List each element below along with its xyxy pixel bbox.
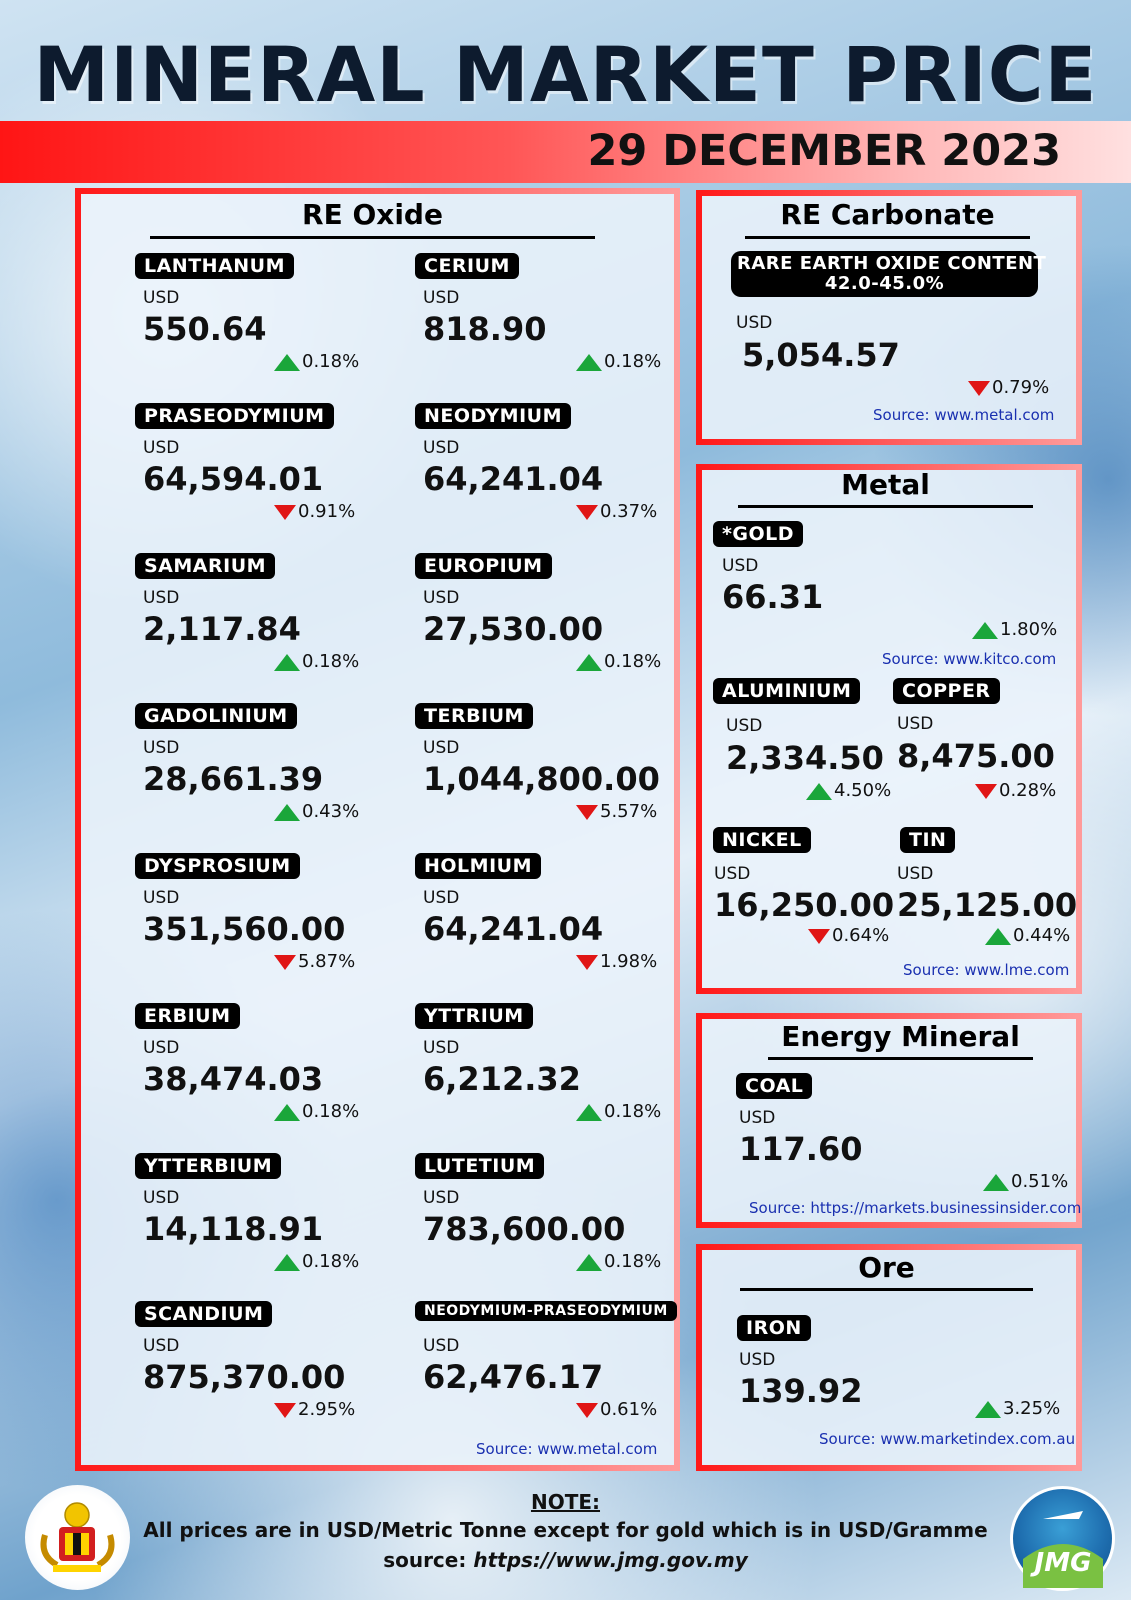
samarium-price: 2,117.84 — [143, 610, 301, 648]
tin-label: TIN — [900, 827, 955, 853]
lutetium-change — [576, 1251, 661, 1272]
lutetium-label: LUTETIUM — [415, 1153, 544, 1179]
neodymium-praseodymium-price: 62,476.17 — [423, 1358, 604, 1396]
gadolinium-label: GADOLINIUM — [135, 703, 297, 729]
currency-label: USD — [143, 1336, 180, 1356]
report-date: 29 DECEMBER 2023 — [587, 126, 1061, 176]
yttrium-price: 6,212.32 — [423, 1060, 581, 1098]
jmg-logo-icon — [1010, 1486, 1115, 1591]
metal-title-underline — [738, 505, 1033, 508]
neodymium-praseodymium-change — [576, 1399, 657, 1420]
copper-label: COPPER — [893, 678, 1000, 704]
up-arrow-icon — [274, 654, 300, 671]
holmium-label: HOLMIUM — [415, 853, 541, 879]
aluminium-change — [806, 780, 891, 801]
aluminium-label: ALUMINIUM — [713, 678, 860, 704]
cerium-label: CERIUM — [415, 253, 519, 279]
up-arrow-icon — [274, 1104, 300, 1121]
currency-label: USD — [736, 313, 773, 333]
currency-label: USD — [423, 1038, 460, 1058]
label-line-1: RARE EARTH OXIDE CONTENT — [737, 253, 1047, 274]
currency-label: USD — [897, 714, 934, 734]
nickel-price: 16,250.00 — [714, 886, 895, 924]
nickel-label: NICKEL — [713, 827, 811, 853]
up-arrow-icon — [972, 622, 998, 639]
samarium-label: SAMARIUM — [135, 553, 275, 579]
erbium-price: 38,474.03 — [143, 1060, 324, 1098]
change-value: 0.64% — [832, 925, 890, 946]
currency-label: USD — [739, 1350, 776, 1370]
coal-price: 117.60 — [739, 1130, 863, 1168]
jmg-logo-text: JMG — [1034, 1548, 1092, 1578]
change-value: 5.87% — [298, 951, 356, 972]
nickel-change — [808, 925, 889, 946]
europium-change — [576, 651, 661, 672]
change-value: 0.18% — [302, 651, 360, 672]
currency-label: USD — [143, 888, 180, 908]
iron-source: Source: www.marketindex.com.au — [819, 1430, 1076, 1448]
currency-label: USD — [722, 556, 759, 576]
change-value: 0.43% — [302, 801, 360, 822]
dysprosium-price: 351,560.00 — [143, 910, 346, 948]
currency-label: USD — [423, 1336, 460, 1356]
ore-title: Ore — [858, 1251, 915, 1284]
up-arrow-icon — [806, 783, 832, 800]
up-arrow-icon — [985, 928, 1011, 945]
erbium-change — [274, 1101, 359, 1122]
scandium-change — [274, 1399, 355, 1420]
change-value: 0.37% — [600, 501, 658, 522]
cerium-price: 818.90 — [423, 310, 547, 348]
currency-label: USD — [143, 738, 180, 758]
currency-label: USD — [143, 438, 180, 458]
up-arrow-icon — [274, 354, 300, 371]
gold-source: Source: www.kitco.com — [882, 650, 1057, 668]
footer-source-link[interactable]: https://www.jmg.gov.my — [473, 1548, 748, 1572]
dysprosium-label: DYSPROSIUM — [135, 853, 300, 879]
ytterbium-label: YTTERBIUM — [135, 1153, 281, 1179]
currency-label: USD — [423, 438, 460, 458]
energy-mineral-title: Energy Mineral — [781, 1020, 1020, 1053]
change-value: 0.18% — [604, 351, 662, 372]
down-arrow-icon — [576, 505, 598, 520]
change-value: 0.18% — [604, 1101, 662, 1122]
europium-label: EUROPIUM — [415, 553, 552, 579]
page-title: MINERAL MARKET PRICE — [33, 30, 1098, 119]
change-value: 0.28% — [999, 780, 1057, 801]
down-arrow-icon — [274, 955, 296, 970]
change-value: 0.61% — [600, 1399, 658, 1420]
lanthanum-price: 550.64 — [143, 310, 267, 348]
metal-title: Metal — [841, 468, 930, 501]
change-value: 0.18% — [604, 1251, 662, 1272]
copper-price: 8,475.00 — [897, 737, 1055, 775]
praseodymium-price: 64,594.01 — [143, 460, 324, 498]
gold-label: *GOLD — [713, 521, 803, 547]
change-value: 1.80% — [1000, 619, 1058, 640]
coal-source: Source: https://markets.businessinsider.com — [749, 1199, 1082, 1217]
change-value: 0.18% — [604, 651, 662, 672]
change-value: 3.25% — [1003, 1398, 1061, 1419]
tin-change — [985, 925, 1070, 946]
re-carbonate-title-underline — [745, 236, 1030, 239]
up-arrow-icon — [576, 354, 602, 371]
down-arrow-icon — [576, 1403, 598, 1418]
currency-label: USD — [143, 588, 180, 608]
currency-label: USD — [423, 738, 460, 758]
currency-label: USD — [143, 288, 180, 308]
re-oxide-source: Source: www.metal.com — [476, 1440, 658, 1458]
coal-label: COAL — [736, 1073, 812, 1099]
gadolinium-price: 28,661.39 — [143, 760, 324, 798]
currency-label: USD — [897, 864, 934, 884]
yttrium-label: YTTRIUM — [415, 1003, 533, 1029]
down-arrow-icon — [576, 805, 598, 820]
yttrium-change — [576, 1101, 661, 1122]
footer-source — [0, 1548, 1131, 1572]
change-value: 0.91% — [298, 501, 356, 522]
copper-change — [975, 780, 1056, 801]
up-arrow-icon — [975, 1401, 1001, 1418]
gold-price: 66.31 — [722, 578, 824, 616]
up-arrow-icon — [983, 1174, 1009, 1191]
neodymium-label: NEODYMIUM — [415, 403, 571, 429]
ore-title-underline — [740, 1288, 1033, 1291]
note-label: NOTE: — [530, 1490, 601, 1514]
dysprosium-change — [274, 951, 355, 972]
scandium-label: SCANDIUM — [135, 1301, 272, 1327]
lanthanum-label: LANTHANUM — [135, 253, 294, 279]
label-line-2: 42.0-45.0% — [824, 273, 945, 294]
lutetium-price: 783,600.00 — [423, 1210, 626, 1248]
erbium-label: ERBIUM — [135, 1003, 240, 1029]
currency-label: USD — [143, 1038, 180, 1058]
note-text: All prices are in USD/Metric Tonne except for gold which is in USD/Gramme — [143, 1518, 988, 1542]
currency-label: USD — [726, 716, 763, 736]
iron-label: IRON — [737, 1315, 811, 1341]
neodymium-praseodymium-label: NEODYMIUM-PRASEODYMIUM — [415, 1301, 677, 1321]
down-arrow-icon — [576, 955, 598, 970]
up-arrow-icon — [576, 1104, 602, 1121]
down-arrow-icon — [968, 381, 990, 396]
change-value: 0.18% — [302, 1101, 360, 1122]
change-value: 0.51% — [1011, 1171, 1069, 1192]
up-arrow-icon — [274, 1254, 300, 1271]
change-value: 0.44% — [1013, 925, 1071, 946]
iron-price: 139.92 — [739, 1372, 863, 1410]
down-arrow-icon — [808, 929, 830, 944]
terbium-change — [576, 801, 657, 822]
coal-change — [983, 1171, 1068, 1192]
up-arrow-icon — [576, 1254, 602, 1271]
ytterbium-price: 14,118.91 — [143, 1210, 324, 1248]
terbium-label: TERBIUM — [415, 703, 533, 729]
neodymium-price: 64,241.04 — [423, 460, 604, 498]
gadolinium-change — [274, 801, 359, 822]
iron-change — [975, 1398, 1060, 1419]
holmium-price: 64,241.04 — [423, 910, 604, 948]
change-value: 2.95% — [298, 1399, 356, 1420]
currency-label: USD — [423, 1188, 460, 1208]
currency-label: USD — [739, 1108, 776, 1128]
change-value: 4.50% — [834, 780, 892, 801]
re-carbonate-title: RE Carbonate — [780, 198, 995, 231]
down-arrow-icon — [274, 505, 296, 520]
tin-price: 25,125.00 — [897, 886, 1078, 924]
aluminium-price: 2,334.50 — [726, 739, 884, 777]
footer-source-label: source: — [383, 1548, 467, 1572]
up-arrow-icon — [576, 654, 602, 671]
re-carbonate-price: 5,054.57 — [742, 336, 900, 374]
change-value: 0.79% — [992, 377, 1050, 398]
down-arrow-icon — [274, 1403, 296, 1418]
ytterbium-change — [274, 1251, 359, 1272]
europium-price: 27,530.00 — [423, 610, 604, 648]
samarium-change — [274, 651, 359, 672]
currency-label: USD — [143, 1188, 180, 1208]
praseodymium-change — [274, 501, 355, 522]
scandium-price: 875,370.00 — [143, 1358, 346, 1396]
re-oxide-title-underline — [150, 236, 595, 239]
gold-change — [972, 619, 1057, 640]
re-oxide-title: RE Oxide — [302, 198, 443, 231]
terbium-price: 1,044,800.00 — [423, 760, 660, 798]
cerium-change — [576, 351, 661, 372]
re-oxide-panel — [75, 188, 680, 1471]
re-carbonate-source: Source: www.metal.com — [873, 406, 1055, 424]
change-value: 1.98% — [600, 951, 658, 972]
metal-source: Source: www.lme.com — [903, 961, 1070, 979]
rare-earth-oxide-content-label — [731, 251, 1047, 297]
re-carbonate-change — [968, 377, 1049, 398]
currency-label: USD — [423, 288, 460, 308]
holmium-change — [576, 951, 657, 972]
change-value: 0.18% — [302, 1251, 360, 1272]
up-arrow-icon — [274, 804, 300, 821]
change-value: 0.18% — [302, 351, 360, 372]
currency-label: USD — [714, 864, 751, 884]
currency-label: USD — [423, 588, 460, 608]
praseodymium-label: PRASEODYMIUM — [135, 403, 334, 429]
lanthanum-change — [274, 351, 359, 372]
currency-label: USD — [423, 888, 460, 908]
neodymium-change — [576, 501, 657, 522]
energy-title-underline — [768, 1057, 1033, 1060]
down-arrow-icon — [975, 784, 997, 799]
change-value: 5.57% — [600, 801, 658, 822]
